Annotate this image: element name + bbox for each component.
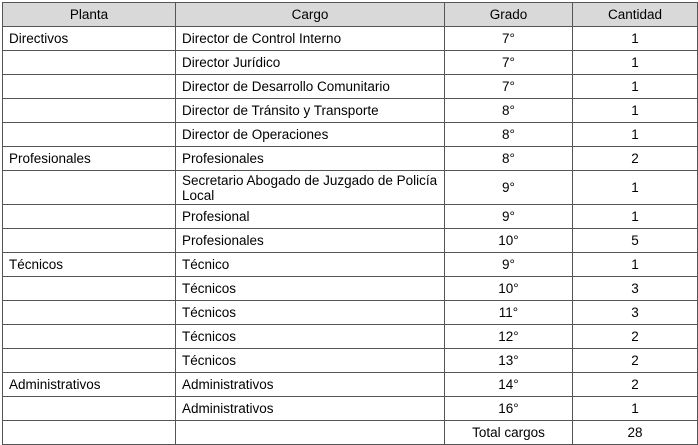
cell-grado: 16° [445, 397, 573, 421]
cell-planta [3, 325, 176, 349]
table-row [3, 51, 698, 75]
cell-cargo: Técnico [176, 253, 445, 277]
cell-grado: 12° [445, 325, 573, 349]
total-empty-cargo [176, 421, 445, 445]
cell-cantidad: 1 [573, 171, 698, 205]
cell-cargo: Profesionales [176, 147, 445, 171]
cell-cargo: Profesionales [176, 229, 445, 253]
cell-planta: Directivos [3, 27, 176, 51]
cell-cantidad: 5 [573, 229, 698, 253]
cell-cantidad: 3 [573, 277, 698, 301]
cell-cantidad: 1 [573, 205, 698, 229]
cell-cargo: Técnicos [176, 349, 445, 373]
cell-cantidad: 1 [573, 123, 698, 147]
cell-grado: 9° [445, 171, 573, 205]
cell-cargo: Director Jurídico [176, 51, 445, 75]
cell-grado: 10° [445, 277, 573, 301]
cell-cantidad: 1 [573, 397, 698, 421]
cell-cargo: Secretario Abogado de Juzgado de Policía Local [176, 171, 445, 205]
table-row [3, 373, 698, 397]
cell-planta [3, 51, 176, 75]
cell-cantidad: 1 [573, 75, 698, 99]
cell-cargo: Técnicos [176, 301, 445, 325]
table-row [3, 147, 698, 171]
table-row [3, 253, 698, 277]
table-row [3, 229, 698, 253]
cell-cantidad: 2 [573, 325, 698, 349]
cell-cargo: Director de Tránsito y Transporte [176, 99, 445, 123]
header-planta: Planta [3, 3, 176, 27]
table-row [3, 205, 698, 229]
total-row [3, 421, 698, 445]
cargos-table [2, 2, 698, 445]
cell-grado: 14° [445, 373, 573, 397]
cell-grado: 8° [445, 147, 573, 171]
cell-cargo: Profesional [176, 205, 445, 229]
cell-planta [3, 123, 176, 147]
cell-grado: 8° [445, 99, 573, 123]
table-row [3, 123, 698, 147]
cell-grado: 11° [445, 301, 573, 325]
cell-cantidad: 1 [573, 99, 698, 123]
total-empty-planta [3, 421, 176, 445]
cell-planta: Administrativos [3, 373, 176, 397]
header-row [3, 3, 698, 27]
table-row [3, 277, 698, 301]
cell-cantidad: 1 [573, 253, 698, 277]
cell-cantidad: 2 [573, 373, 698, 397]
cell-cargo: Director de Control Interno [176, 27, 445, 51]
table-row [3, 171, 698, 205]
table-row [3, 27, 698, 51]
total-label: Total cargos [445, 421, 573, 445]
cell-grado: 7° [445, 51, 573, 75]
cell-grado: 9° [445, 253, 573, 277]
cell-planta: Profesionales [3, 147, 176, 171]
cell-planta [3, 277, 176, 301]
cell-cantidad: 3 [573, 301, 698, 325]
cell-planta [3, 99, 176, 123]
cell-cantidad: 2 [573, 147, 698, 171]
cell-planta [3, 75, 176, 99]
cell-cargo: Administrativos [176, 397, 445, 421]
table-row [3, 349, 698, 373]
cell-cargo: Director de Desarrollo Comunitario [176, 75, 445, 99]
cell-planta [3, 171, 176, 205]
cell-planta [3, 229, 176, 253]
table-row [3, 99, 698, 123]
table-row [3, 301, 698, 325]
cell-cantidad: 2 [573, 349, 698, 373]
cell-grado: 7° [445, 75, 573, 99]
total-value: 28 [573, 421, 698, 445]
header-cantidad: Cantidad [573, 3, 698, 27]
cell-cantidad: 1 [573, 51, 698, 75]
cell-cantidad: 1 [573, 27, 698, 51]
cell-planta [3, 301, 176, 325]
cell-planta [3, 349, 176, 373]
cell-grado: 13° [445, 349, 573, 373]
table-row [3, 325, 698, 349]
cell-planta: Técnicos [3, 253, 176, 277]
table-row [3, 397, 698, 421]
cell-cargo: Técnicos [176, 325, 445, 349]
cell-grado: 9° [445, 205, 573, 229]
table-body [3, 27, 698, 421]
header-cargo: Cargo [176, 3, 445, 27]
cell-cargo: Técnicos [176, 277, 445, 301]
header-grado: Grado [445, 3, 573, 27]
cell-planta [3, 205, 176, 229]
cell-planta [3, 397, 176, 421]
cell-cargo: Administrativos [176, 373, 445, 397]
table-row [3, 75, 698, 99]
cell-grado: 10° [445, 229, 573, 253]
cell-cargo: Director de Operaciones [176, 123, 445, 147]
cell-grado: 7° [445, 27, 573, 51]
cell-grado: 8° [445, 123, 573, 147]
